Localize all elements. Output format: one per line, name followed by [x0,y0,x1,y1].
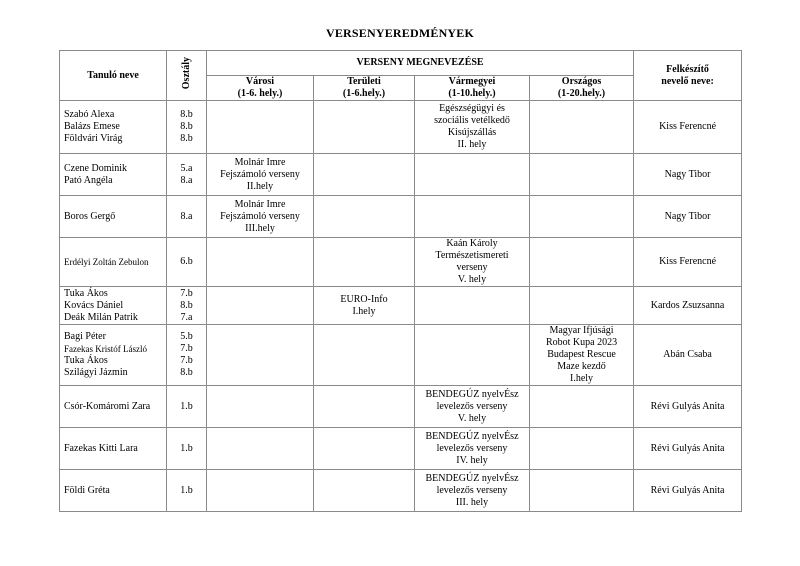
student-names-cell [60,470,167,512]
student-names-cell [60,238,167,287]
header-level-orszagos [530,76,634,101]
student-names-cell [60,196,167,238]
student-names-cell-line: Fazekas Kitti Lara [64,442,138,454]
level-name: Vármegyei [448,76,496,87]
result-orszagos-cell [530,470,634,512]
result-varmegyei-cell [415,287,530,325]
result-varmegyei-cell-line: levelezős verseny [436,442,508,454]
table-row [60,196,742,238]
result-varmegyei-cell-line: levelezős verseny [436,400,508,412]
header-teacher-line-2: nevelő neve: [661,75,714,87]
table-row [60,101,742,154]
table-row [60,470,742,512]
teacher-cell: Révi Gulyás Anita [634,470,742,512]
result-varmegyei-cell-line: Kaán Károly [446,238,498,249]
results-table [59,50,742,512]
header-level-teruleti [314,76,415,101]
result-orszagos-cell-line: Maze kezdő [557,361,606,372]
teacher-cell: Révi Gulyás Anita [634,428,742,470]
result-varmegyei-cell [415,325,530,386]
result-varosi-cell-line: Fejszámoló verseny [220,168,300,180]
student-names-cell [60,325,167,386]
header-teacher-line-1: Felkészítő [666,63,709,75]
teacher-cell: Abán Csaba [634,325,742,386]
level-name: Területi [347,76,381,87]
result-varmegyei-cell [415,470,530,512]
student-names-cell-line: Csór-Komáromi Zara [64,400,151,412]
class-cell-line: 1.b [180,442,193,454]
teacher-cell: Kiss Ferencné [634,101,742,154]
result-varosi-cell-line: Fejszámoló verseny [220,210,300,222]
class-cell-line: 8.b [180,121,193,132]
result-teruleti-cell [314,470,415,512]
level-name: Városi [245,76,275,87]
result-varmegyei-cell [415,428,530,470]
student-names-cell-line: Földi Gréta [64,484,110,496]
result-varmegyei-cell-line: Természetismereti [435,250,509,261]
class-cell-line: 8.b [180,367,193,378]
level-range: (1-6. hely.) [237,88,283,99]
result-varmegyei-cell-line: III. hely [455,496,489,508]
class-cell [167,386,207,428]
level-name: Országos [561,76,602,87]
student-names-cell [60,428,167,470]
teacher-cell: Nagy Tibor [634,196,742,238]
student-names-cell-line: Balázs Emese [64,121,120,132]
result-varmegyei-cell-line: Egészségügyi és [439,103,505,114]
result-varosi-cell [207,238,314,287]
result-varmegyei-cell [415,196,530,238]
class-cell-line: 7.b [180,343,193,354]
table-row [60,238,742,287]
result-orszagos-cell [530,287,634,325]
result-teruleti-cell [314,101,415,154]
result-varmegyei-cell [415,238,530,287]
table-row [60,325,742,386]
class-cell-line: 7.a [180,311,193,323]
student-names-cell-line: Erdélyi Zoltán Zebulon [64,257,149,267]
header-level-varosi [207,76,314,101]
result-varmegyei-cell [415,154,530,196]
table-row [60,428,742,470]
class-cell-line: 8.a [180,174,193,186]
result-orszagos-cell-line: Budapest Rescue [547,349,616,360]
student-names-cell-line: Kovács Dániel [64,299,124,311]
class-cell-line: 5.a [180,162,193,174]
header-class [167,51,207,101]
student-names-cell-line: Fazekas Kristóf László [64,344,147,354]
student-names-cell-line: Czene Dominik [64,162,128,174]
teacher-cell: Kiss Ferencné [634,238,742,287]
result-teruleti-cell [314,154,415,196]
result-varosi-cell-line: II.hely [246,180,274,192]
header-class-label: Osztály [180,57,192,90]
class-cell [167,470,207,512]
level-range: (1-20.hely.) [557,88,606,99]
result-orszagos-cell [530,325,634,386]
result-varosi-cell [207,101,314,154]
result-varosi-cell-line: Molnár Imre [234,156,286,168]
teacher-cell: Révi Gulyás Anita [634,386,742,428]
header-competition: VERSENY MEGNEVEZÉSE [207,51,634,76]
class-cell-line: 7.b [180,287,193,299]
result-orszagos-cell [530,386,634,428]
class-cell [167,287,207,325]
class-cell-line: 8.b [180,109,193,120]
student-names-cell-line: Szilágyi Jázmin [64,367,128,378]
class-cell-line: 8.b [180,299,193,311]
table-row [60,287,742,325]
result-varmegyei-cell-line: BENDEGÚZ nyelvÉsz [425,472,519,484]
student-names-cell [60,154,167,196]
result-teruleti-cell [314,428,415,470]
header-student: Tanuló neve [60,51,167,101]
result-orszagos-cell [530,101,634,154]
result-teruleti-cell [314,386,415,428]
result-orszagos-cell [530,428,634,470]
class-cell-line: 1.b [180,484,193,496]
result-orszagos-cell-line: Magyar Ifjúsági [549,325,614,336]
result-varmegyei-cell-line: IV. hely [456,454,488,466]
class-cell [167,238,207,287]
result-varmegyei-cell-line: BENDEGÚZ nyelvÉsz [425,430,519,442]
class-cell [167,101,207,154]
result-teruleti-cell [314,325,415,386]
result-varosi-cell-line: III.hely [245,222,275,234]
student-names-cell [60,386,167,428]
student-names-cell-line: Deák Milán Patrik [64,311,138,323]
class-cell-line: 6.b [180,256,193,267]
result-orszagos-cell [530,154,634,196]
result-varmegyei-cell-line: szociális vetélkedő [434,115,510,126]
result-orszagos-cell [530,196,634,238]
header-teacher [634,51,742,101]
result-varmegyei-cell-line: V. hely [457,412,487,424]
teacher-cell: Nagy Tibor [634,154,742,196]
table-row [60,154,742,196]
class-cell [167,428,207,470]
teacher-cell: Kardos Zsuzsanna [634,287,742,325]
result-varmegyei-cell-line: Kisújszállás [447,127,497,138]
result-varosi-cell [207,154,314,196]
result-orszagos-cell-line: I.hely [570,373,594,384]
result-varmegyei-cell [415,101,530,154]
class-cell-line: 5.b [180,331,193,342]
result-varmegyei-cell [415,386,530,428]
student-names-cell-line: Szabó Alexa [64,109,115,120]
result-varmegyei-cell-line: BENDEGÚZ nyelvÉsz [425,388,519,400]
class-cell-line: 8.b [180,133,193,144]
student-names-cell-line: Földvári Virág [64,133,123,144]
class-cell-line: 7.b [180,355,193,366]
results-body [60,101,742,512]
result-varmegyei-cell-line: levelezős verseny [436,484,508,496]
class-cell [167,154,207,196]
page-title: VERSENYEREDMÉNYEK [325,26,475,40]
student-names-cell-line: Boros Gergő [64,210,116,222]
level-range: (1-6.hely.) [342,88,386,99]
result-orszagos-cell [530,238,634,287]
result-varosi-cell [207,287,314,325]
result-varmegyei-cell-line: verseny [456,262,488,273]
student-names-cell [60,287,167,325]
result-teruleti-cell-line: EURO-Info [340,293,388,305]
class-cell-line: 1.b [180,400,193,412]
class-cell [167,325,207,386]
student-names-cell-line: Tuka Ákos [64,287,108,299]
result-orszagos-cell-line: Robot Kupa 2023 [545,337,618,348]
result-teruleti-cell-line: I.hely [352,305,376,317]
class-cell [167,196,207,238]
result-varosi-cell [207,428,314,470]
student-names-cell-line: Tuka Ákos [64,355,108,366]
result-varosi-cell [207,470,314,512]
table-row [60,386,742,428]
student-names-cell-line: Pató Angéla [64,174,113,186]
student-names-cell-line: Bagi Péter [64,331,106,342]
result-varmegyei-cell-line: V. hely [457,274,487,285]
class-cell-line: 8.a [180,210,193,222]
result-teruleti-cell [314,287,415,325]
level-range: (1-10.hely.) [448,88,496,99]
result-varmegyei-cell-line: II. hely [457,139,487,150]
result-varosi-cell [207,325,314,386]
result-varosi-cell [207,196,314,238]
result-teruleti-cell [314,238,415,287]
result-teruleti-cell [314,196,415,238]
result-varosi-cell [207,386,314,428]
header-level-varmegyei [415,76,530,101]
student-names-cell [60,101,167,154]
result-varosi-cell-line: Molnár Imre [234,198,286,210]
